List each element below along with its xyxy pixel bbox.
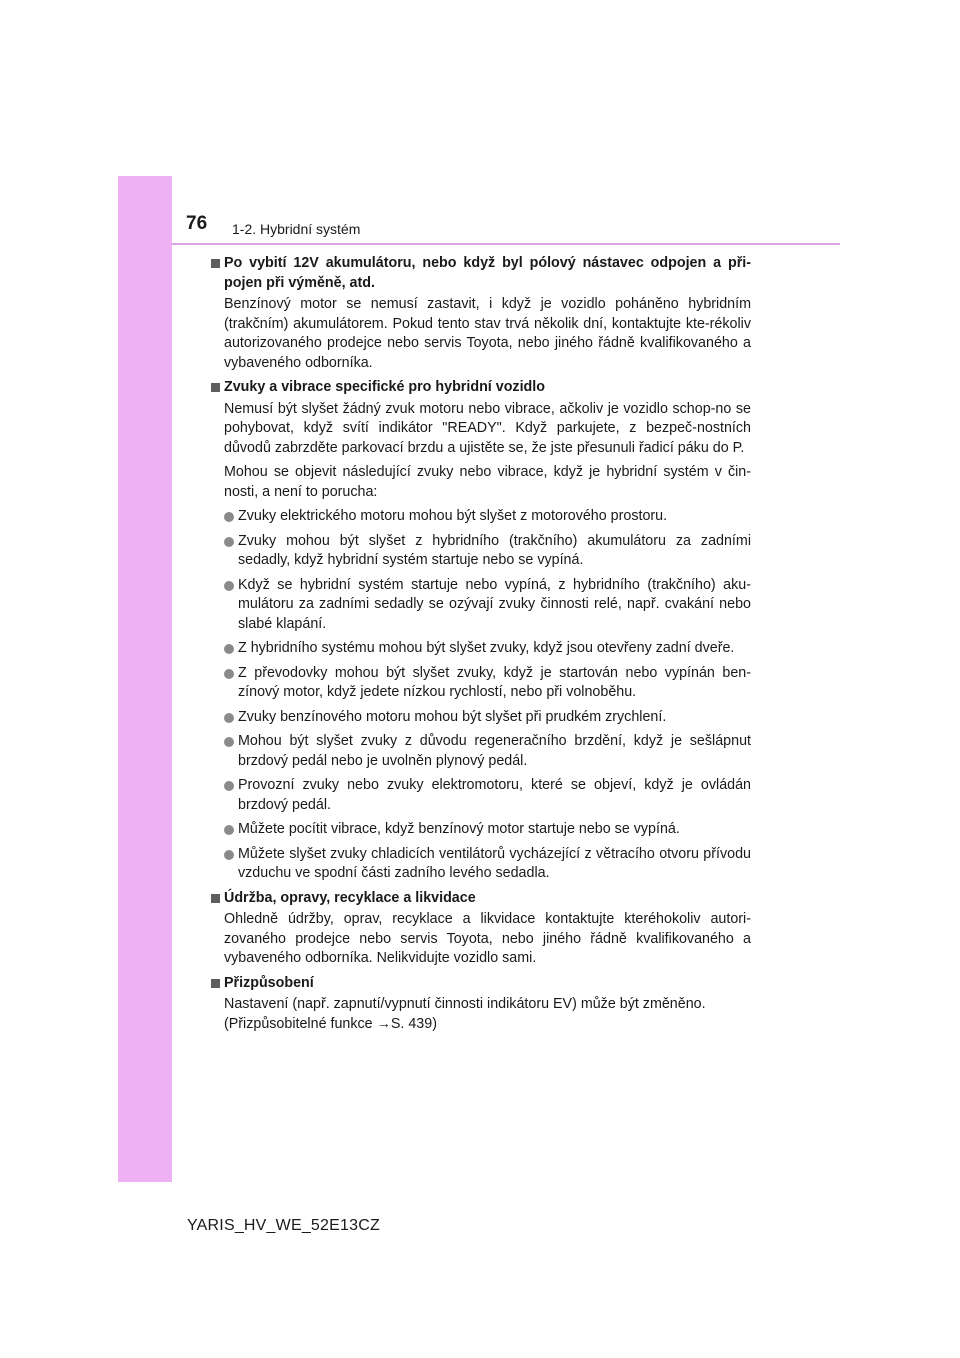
list-item [210,532,751,571]
circle-bullet-icon [224,644,234,654]
circle-bullet-icon [224,713,234,723]
section-heading [210,889,751,909]
model-code: YARIS_HV_WE_52E13CZ [187,1217,380,1234]
section-sounds-vibrations [210,378,751,884]
circle-bullet-icon [224,781,234,791]
list-item [210,845,751,884]
circle-bullet-icon [224,737,234,747]
section-maintenance [210,889,751,969]
list-item-text: Zvuky elektrického motoru mohou být slyšet z motorového prostoru. [238,508,668,524]
paragraph: Benzínový motor se nemusí zastavit, i když je vozidlo poháněno hybridním (trakčním) akumulátorem. Pokud tento stav trvá několik dní, kontaktujte kte-rékoliv autorizovaného prodejce nebo servis Toyota, nebo jiného řádně kvalifikovaného a vybaveného odborníka. [224,296,751,371]
section-customization [210,974,751,1035]
page-reference-link[interactable]: (Přizpůsobitelné funkce →S. 439) [224,1015,437,1032]
section-heading [210,974,751,994]
square-bullet-icon [211,259,220,268]
heading-text: Údržba, opravy, recyklace a likvidace [224,889,476,906]
list-item-text: Mohou být slyšet zvuky z důvodu regeneračního brzdění, když je sešlápnut brzdový pedál nebo je uvolněn plynový pedál. [238,733,751,769]
paragraph-line: Nastavení (např. zapnutí/vypnutí činnosti indikátoru EV) může být změněno. [224,996,706,1012]
list-item-text: Zvuky benzínového motoru mohou být slyšet při prudkém zrychlení. [238,708,667,725]
circle-bullet-icon [224,512,234,522]
heading-text: Po vybití 12V akumulátoru, nebo když byl pólový nástavec odpojen a při-pojen při výměně, atd. [224,255,751,291]
square-bullet-icon [211,979,220,988]
header-rule [172,243,840,245]
circle-bullet-icon [224,850,234,860]
side-band [118,176,172,1182]
section-heading [210,378,751,398]
list-item-text: Zvuky mohou být slyšet z hybridního (trakčního) akumulátoru za zadními sedadly, když hybridní systém startuje nebo se vypíná. [238,532,751,568]
heading-text: Zvuky a vibrace specifické pro hybridní vozidlo [224,379,545,395]
list-item-text: Můžete slyšet zvuky chladicích ventilátorů vycházející z větracího otvoru přívodu vzduchu ve spodní části zadního levého sedadla. [238,845,751,881]
circle-bullet-icon [224,537,234,547]
list-item [210,507,751,527]
list-item-text: Z hybridního systému mohou být slyšet zvuky, když jsou otevřeny zadní dveře. [238,640,735,656]
circle-bullet-icon [224,669,234,679]
paragraph: Nemusí být slyšet žádný zvuk motoru nebo vibrace, ačkoliv je vozidlo schop-no se pohybovat, když svítí indikátor "READY". Když parkujete, z bezpeč-nostních důvodů zabrzděte parkovací brzdu a ujistěte se, že jste přesunuli řadicí páku do P. [224,400,751,456]
paragraph: Mohou se objevit následující zvuky nebo vibrace, když je hybridní systém v čin-nosti, a není to porucha: [224,464,751,500]
circle-bullet-icon [224,825,234,835]
paragraph: Ohledně údržby, oprav, recyklace a likvidace kontaktujte kteréhokoliv autori-zovaného prodejce nebo servis Toyota, nebo jiného řádně kvalifikovaného a vybaveného odborníka. Nelikvidujte vozidlo sami. [224,911,751,966]
list-item-text: Když se hybridní systém startuje nebo vypíná, z hybridního (trakčního) aku-mulátoru za zadními sedadly se ozývají zvuky činnosti relé, např. cvakání nebo slabé klapání. [238,576,751,632]
list-item [210,708,751,728]
page-content [210,254,751,1039]
list-item [210,776,751,815]
list-item-text: Provozní zvuky nebo zvuky elektromotoru, které se objeví, když je ovládán brzdový pedál. [238,777,751,813]
section-title: 1-2. Hybridní systém [232,221,361,237]
heading-text: Přizpůsobení [224,974,314,991]
list-item [210,820,751,840]
list-item-text: Můžete pocítit vibrace, když benzínový motor startuje nebo se vypíná. [238,821,680,837]
list-item [210,664,751,703]
square-bullet-icon [211,894,220,903]
section-battery-disconnect [210,254,751,373]
list-item [210,732,751,771]
list-item [210,576,751,635]
paragraph [210,995,751,1034]
section-heading [210,254,751,293]
circle-bullet-icon [224,581,234,591]
page-number: 76 [186,213,208,234]
list-item [210,639,751,659]
list-item-text: Z převodovky mohou být slyšet zvuky, když je startován nebo vypínán ben-zínový motor, když jedete nízkou rychlostí, nebo při volnoběhu. [238,664,751,700]
square-bullet-icon [211,383,220,392]
